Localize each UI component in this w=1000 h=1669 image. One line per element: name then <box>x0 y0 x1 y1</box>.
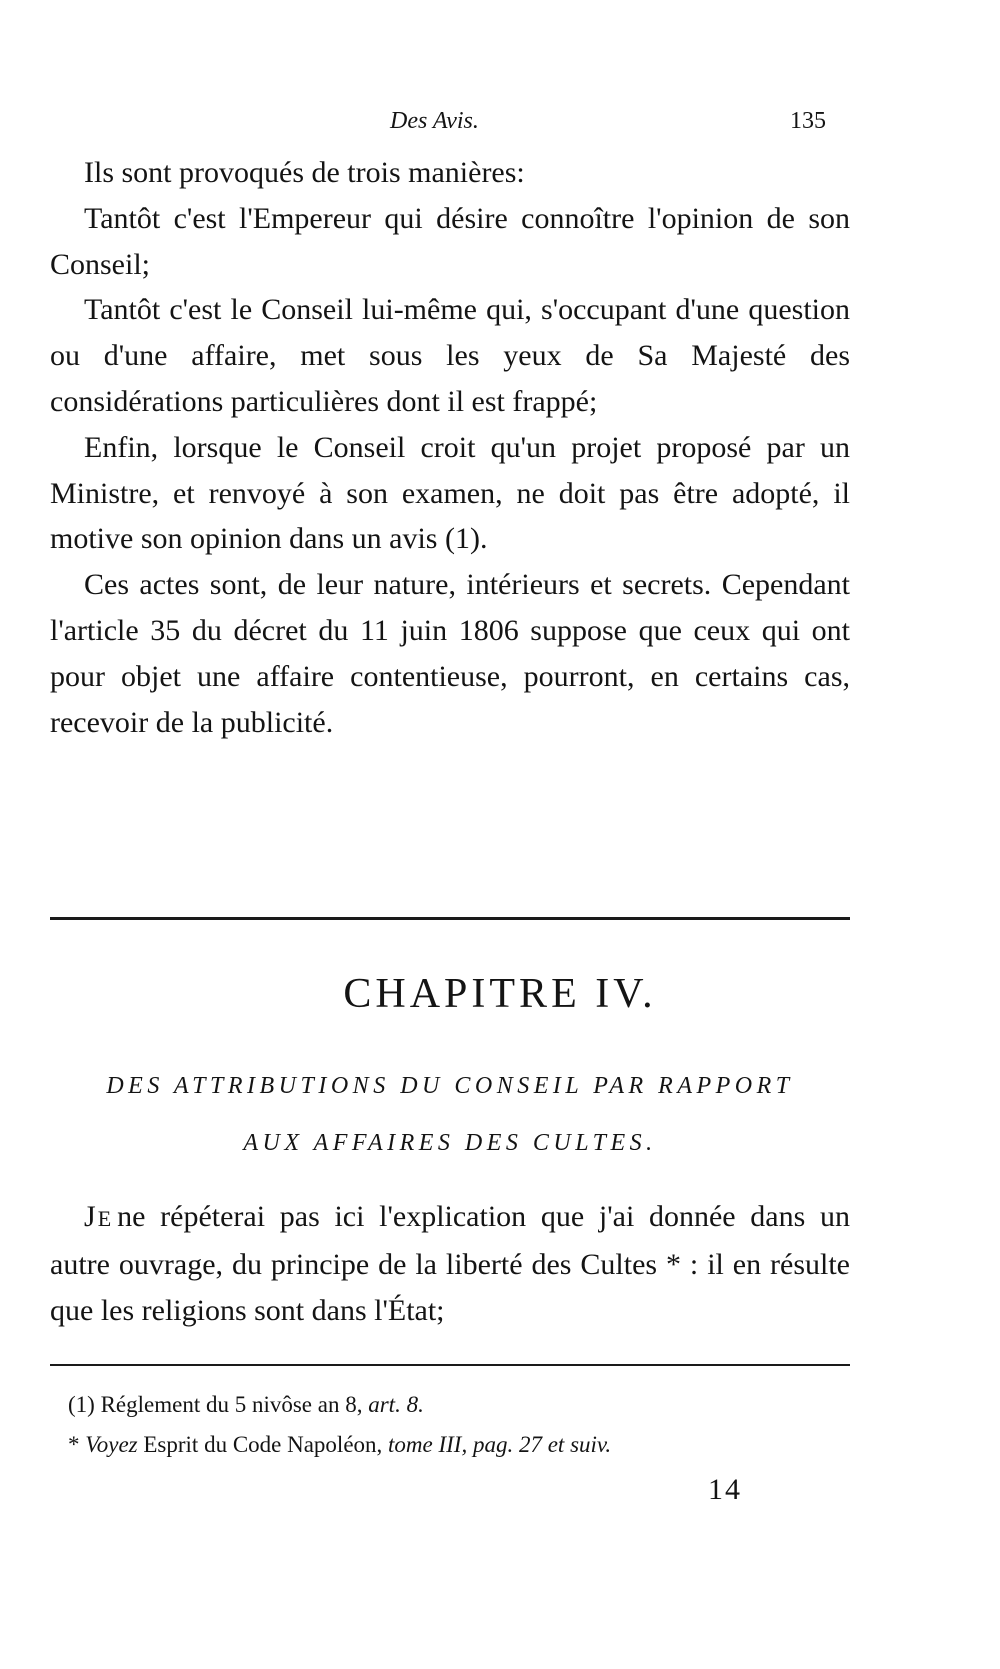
footnote-reference: tome III, pag. 27 et suiv. <box>388 1432 612 1457</box>
intro-text: ne répéterai pas ici l'explication que j'ai donnée dans un autre ouvrage, du principe de la liberté des Cultes * : il en résulte que les religions sont dans l'État; <box>50 1200 850 1327</box>
chapter-subtitle-line: DES ATTRIBUTIONS DU CONSEIL PAR RAPPORT <box>106 1073 794 1099</box>
paragraph: Ces actes sont, de leur nature, intérieurs et secrets. Cependant l'article 35 du décret du 11 juin 1806 suppose que ceux qui ont pour objet une affaire contentieuse, pourront, en certains cas, recevoir de la publicité. <box>50 568 850 739</box>
running-head-title: Des Avis. <box>390 108 479 134</box>
initial-small-caps: E <box>97 1206 114 1231</box>
chapter-divider-rule <box>50 917 850 920</box>
footnote-reference: art. 8. <box>368 1392 424 1417</box>
chapter-intro <box>50 1194 850 1333</box>
initial-letter: J <box>84 1200 98 1233</box>
footnote-text: Esprit du Code Napoléon, <box>143 1432 383 1457</box>
footnote-text: Réglement du 5 nivôse an 8, <box>100 1392 363 1417</box>
chapter-subtitle <box>50 1058 850 1172</box>
page-number: 135 <box>790 108 826 134</box>
footnotes <box>68 1385 848 1465</box>
paragraph: Tantôt c'est le Conseil lui-même qui, s'occupant d'une question ou d'une affaire, met sous les yeux de Sa Majesté des considérations particulières dont il est frappé; <box>50 293 850 418</box>
running-head <box>0 108 1000 138</box>
chapter-subtitle-line: AUX AFFAIRES DES CULTES. <box>243 1130 657 1156</box>
body-text <box>50 150 850 745</box>
footnote-mark: (1) <box>68 1392 95 1417</box>
footnote <box>68 1385 848 1425</box>
footnote-lead: Voyez <box>85 1432 138 1457</box>
paragraph: Tantôt c'est l'Empereur qui désire connoître l'opinion de son Conseil; <box>50 201 850 281</box>
intro-paragraph <box>50 1194 850 1333</box>
footnote-rule <box>50 1364 850 1366</box>
signature-mark: 14 <box>708 1473 742 1506</box>
footnote-mark: * <box>68 1432 80 1457</box>
paragraph: Enfin, lorsque le Conseil croit qu'un projet proposé par un Ministre, et renvoyé à son examen, ne doit pas être adopté, il motive son opinion dans un avis (1). <box>50 430 850 556</box>
footnote <box>68 1425 848 1465</box>
chapter-title: CHAPITRE IV. <box>343 971 657 1017</box>
paragraph: Ils sont provoqués de trois manières: <box>84 156 525 189</box>
